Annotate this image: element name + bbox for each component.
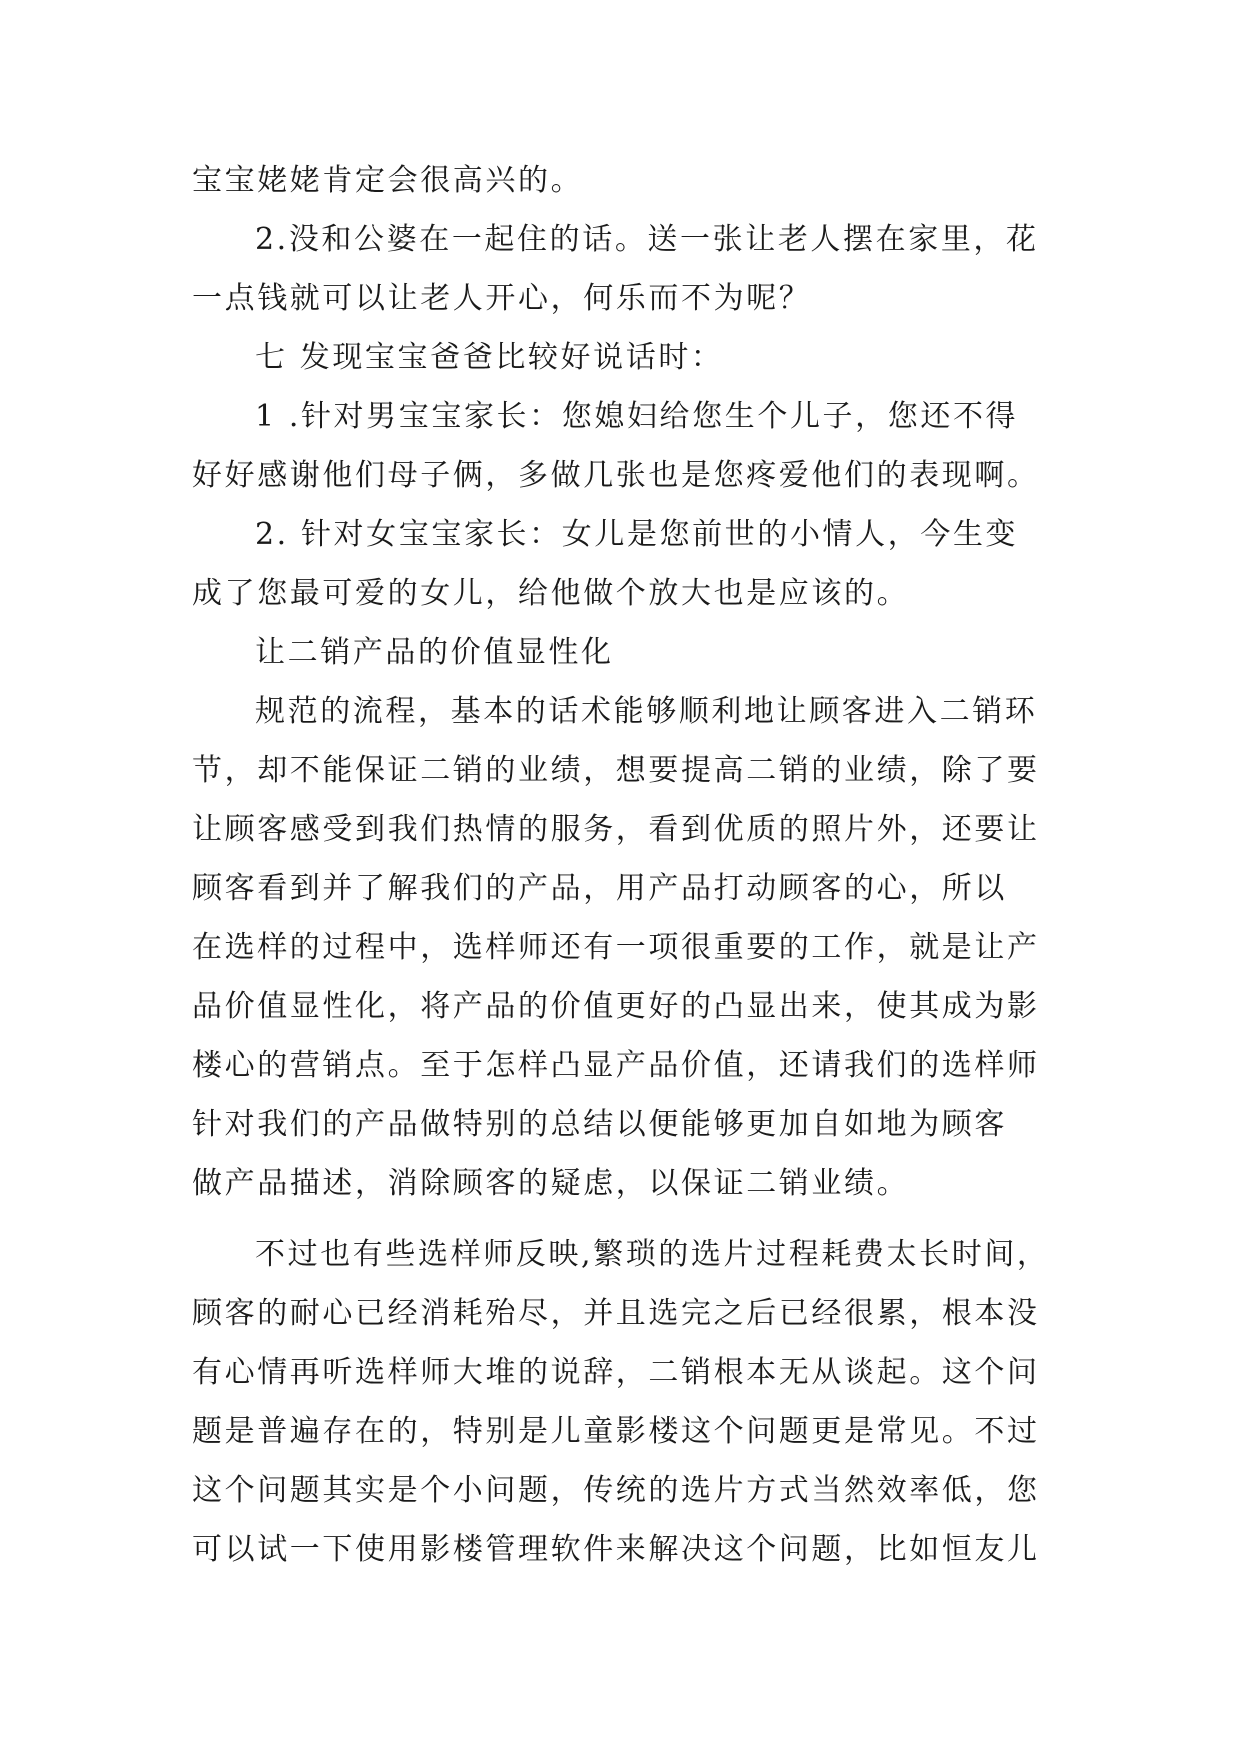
text-line: 2. 针对女宝宝家长：女儿是您前世的小情人，今生变 [255, 517, 1019, 552]
text-line: 针对我们的产品做特别的总结以便能够更加自如地为顾客 [192, 1107, 1007, 1142]
text-line: 好好感谢他们母子俩，多做几张也是您疼爱他们的表现啊。 [192, 458, 1040, 493]
text-line: 2.没和公婆在一起住的话。送一张让老人摆在家里，花 [255, 222, 1039, 257]
text-line: 宝宝姥姥肯定会很高兴的。 [192, 163, 584, 198]
text-line: 做产品描述，消除顾客的疑虑，以保证二销业绩。 [192, 1166, 910, 1201]
text-line: 在选样的过程中，选样师还有一项很重要的工作，就是让产 [192, 930, 1040, 965]
text-line: 品价值显性化，将产品的价值更好的凸显出来，使其成为影 [192, 989, 1040, 1024]
text-line: 一点钱就可以让老人开心，何乐而不为呢？ [192, 281, 812, 316]
text-line: 楼心的营销点。至于怎样凸显产品价值，还请我们的选样师 [192, 1048, 1040, 1083]
text-line: 成了您最可爱的女儿，给他做个放大也是应该的。 [192, 576, 910, 611]
paragraph-spacer [192, 1213, 1060, 1225]
document-body [192, 151, 1060, 1579]
text-line: 顾客的耐心已经消耗殆尽，并且选完之后已经很累，根本没 [192, 1296, 1040, 1331]
section-heading: 让二销产品的价值显性化 [255, 635, 614, 670]
text-line: 这个问题其实是个小问题，传统的选片方式当然效率低，您 [192, 1473, 1040, 1508]
text-line: 题是普遍存在的，特别是儿童影楼这个问题更是常见。不过 [192, 1414, 1040, 1449]
text-line: 有心情再听选样师大堆的说辞，二销根本无从谈起。这个问 [192, 1355, 1040, 1390]
text-line: 顾客看到并了解我们的产品，用产品打动顾客的心，所以 [192, 871, 1007, 906]
text-line: 节，却不能保证二销的业绩，想要提高二销的业绩，除了要 [192, 753, 1040, 788]
section-heading: 七 发现宝宝爸爸比较好说话时： [255, 340, 724, 375]
text-line: 让顾客感受到我们热情的服务，看到优质的照片外，还要让 [192, 812, 1040, 847]
text-line: 可以试一下使用影楼管理软件来解决这个问题，比如恒友儿 [192, 1532, 1040, 1567]
text-line: 不过也有些选样师反映,繁琐的选片过程耗费太长时间， [255, 1237, 1050, 1272]
text-line: 规范的流程，基本的话术能够顺利地让顾客进入二销环 [255, 694, 1038, 729]
text-line: 1 .针对男宝宝家长：您媳妇给您生个儿子，您还不得 [255, 399, 1019, 434]
